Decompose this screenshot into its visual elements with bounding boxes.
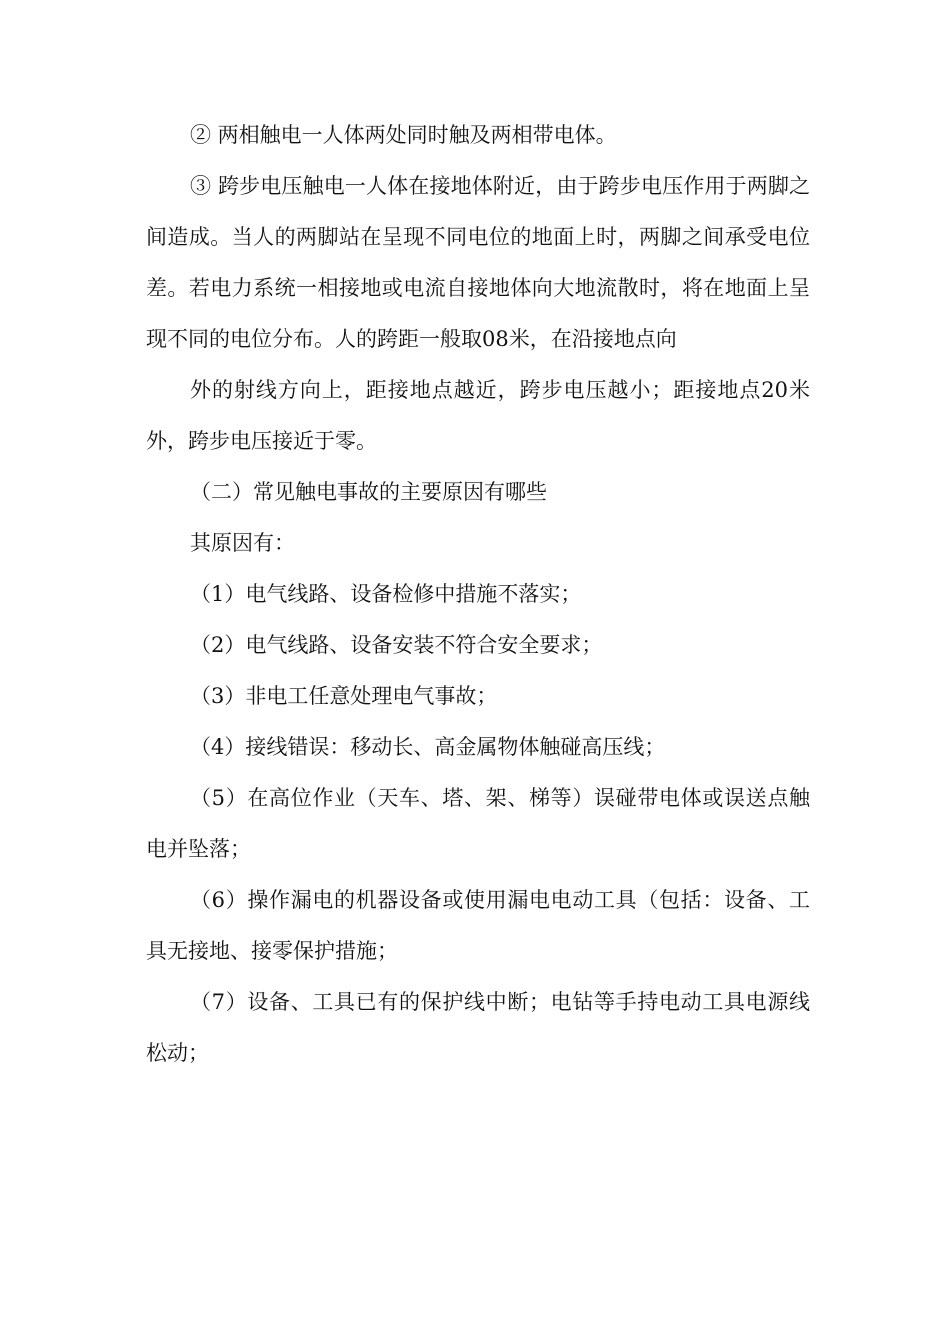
document-body — [146, 110, 810, 1079]
list-item-cause-3: （3）非电工任意处理电气事故； — [190, 684, 498, 708]
list-item-cause-2: （2）电气线路、设备安装不符合安全要求； — [190, 633, 603, 657]
paragraph-step-voltage-distance: 外的射线方向上，距接地点越近，跨步电压越小；距接地点20米外，跨步电压接近于零。 — [146, 378, 810, 453]
list-item-cause-4: （4）接线错误：移动长、高金属物体触碰高压线； — [190, 735, 666, 759]
list-item-cause-5: （5）在高位作业（天车、塔、架、梯等）误碰带电体或误送点触电并坠落； — [146, 786, 810, 861]
paragraph-causes-intro: 其原因有： — [190, 531, 295, 555]
list-item-cause-1: （1）电气线路、设备检修中措施不落实； — [190, 582, 582, 606]
paragraph-two-phase-shock: ② 两相触电一人体两处同时触及两相带电体。 — [190, 123, 617, 147]
section-heading-common-causes: （二）常见触电事故的主要原因有哪些 — [190, 480, 547, 504]
paragraph-step-voltage-shock: ③ 跨步电压触电一人体在接地体附近，由于跨步电压作用于两脚之间造成。当人的两脚站在呈现不同电位的地面上时，两脚之间承受电位差。若电力系统一相接地或电流自接地体向大地流散时，将在地面上呈现不同的电位分布。人的跨距一般取08米，在沿接地点向 — [146, 174, 810, 351]
list-item-cause-7: （7）设备、工具已有的保护线中断；电钻等手持电动工具电源线松动； — [146, 990, 810, 1065]
list-item-cause-6: （6）操作漏电的机器设备或使用漏电电动工具（包括：设备、工具无接地、接零保护措施； — [146, 888, 810, 963]
